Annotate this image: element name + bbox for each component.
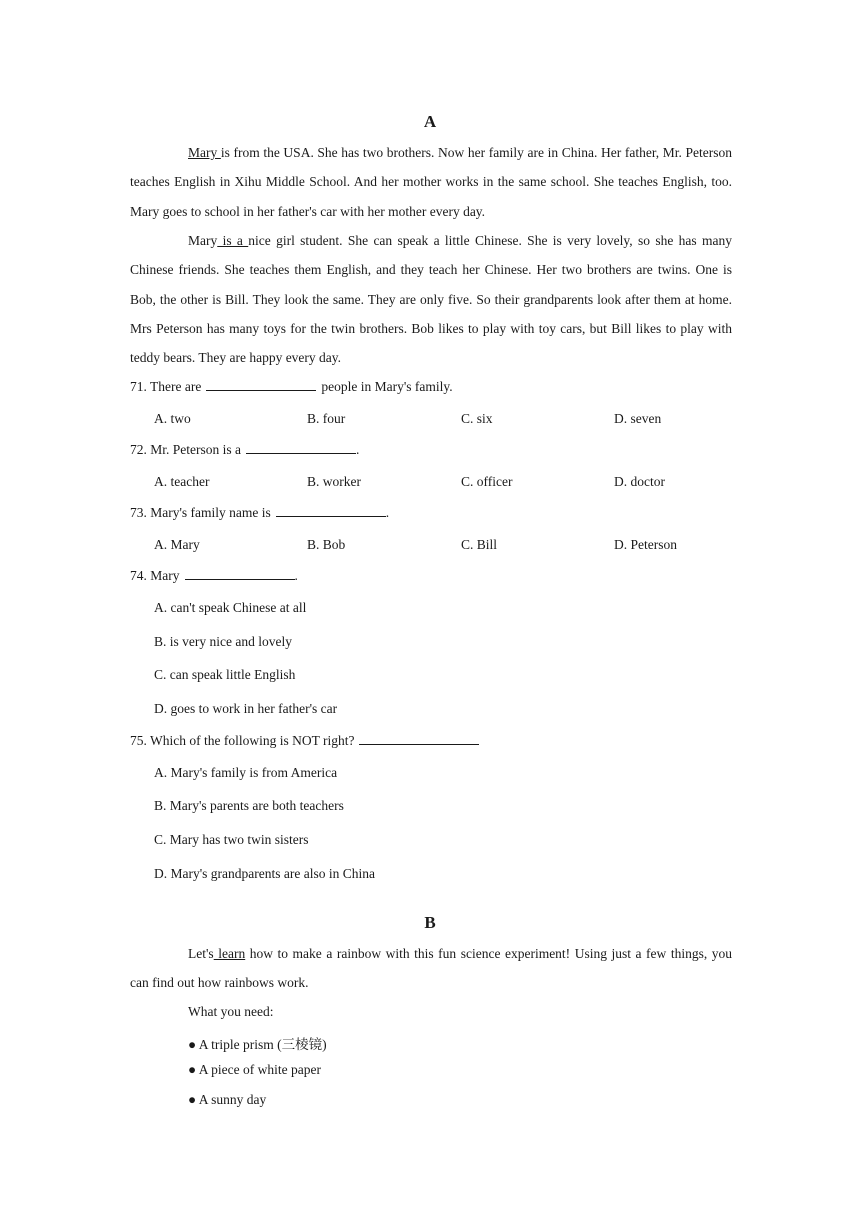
paragraph-text: how to make a rainbow with this fun science experiment! Using just a few things, you can find out how rainbows work. [130, 946, 732, 991]
option-b: B. is very nice and lovely [154, 634, 292, 649]
option-d: D. goes to work in her father's car [154, 701, 338, 716]
section-b-title: B [424, 913, 436, 932]
question-75 [130, 733, 484, 749]
question-text-end: . [356, 442, 360, 457]
paragraph-text: is from the USA. She has two brothers. Now her family are in China. Her father, Mr. Peterson teaches English in Xihu Middle School. And her mother works in the same school. She teaches English, too. Mary goes to school in her father's car with her mother every day. [130, 145, 732, 219]
option-d: D. Mary's grandparents are also in China [154, 866, 375, 881]
option-a: A. Mary's family is from America [154, 765, 338, 780]
question-74 [130, 568, 298, 584]
paragraph-text: nice girl student. She can speak a little Chinese. She is very lovely, so she has many Chinese friends. She teaches them English, and they teach her Chinese. Her two brothers are twins. One is Bob, the other is Bill. They look the same. They are only five. So their grandparents look after them at home. Mrs Peterson has many toys for the twin brothers. Bob likes to play with toy cars, but Bill likes to play with teddy bears. They are happy every day. [130, 233, 732, 366]
question-71-options [154, 411, 774, 431]
question-72 [130, 442, 359, 458]
list-item: ● A triple prism (三棱镜) [188, 1037, 327, 1052]
option-d: D. seven [614, 411, 662, 426]
question-text: 75. Which of the following is NOT right? [130, 733, 355, 748]
question-text-end: people in Mary's family. [321, 379, 453, 394]
option-c: C. Mary has two twin sisters [154, 832, 309, 847]
question-73-options [154, 537, 774, 557]
option-a: A. teacher [154, 474, 210, 489]
option-c: C. officer [461, 474, 513, 489]
answer-blank [359, 733, 479, 745]
section-a-paragraph-2 [130, 226, 732, 372]
section-a-title: A [423, 112, 437, 131]
section-a-paragraph-1 [130, 138, 732, 226]
option-b: B. Bob [307, 537, 346, 552]
question-text-end: . [294, 568, 298, 583]
paragraph-text: Let's [188, 946, 214, 961]
option-c: C. six [461, 411, 493, 426]
option-a: A. two [154, 411, 191, 426]
underlined-word: Mary [188, 145, 221, 160]
question-text: 72. Mr. Peterson is a [130, 442, 241, 457]
question-72-options [154, 474, 774, 494]
option-b: B. Mary's parents are both teachers [154, 798, 344, 813]
answer-blank [246, 442, 356, 454]
answer-blank [206, 379, 316, 391]
underlined-phrase: is a [217, 233, 249, 248]
paragraph-text: Mary [188, 233, 218, 248]
option-d: D. Peterson [614, 537, 677, 552]
question-text: 71. There are [130, 379, 202, 394]
option-a: A. can't speak Chinese at all [154, 600, 307, 615]
option-d: D. doctor [614, 474, 665, 489]
option-b: B. worker [307, 474, 361, 489]
question-text: 74. Mary [130, 568, 180, 583]
option-b: B. four [307, 411, 346, 426]
option-a: A. Mary [154, 537, 200, 552]
what-you-need-label: What you need: [188, 1004, 274, 1019]
answer-blank [185, 568, 295, 580]
option-c: C. Bill [461, 537, 498, 552]
option-c: C. can speak little English [154, 667, 296, 682]
section-b-paragraph-1 [130, 939, 732, 998]
underlined-word: learn [213, 946, 246, 961]
question-text: 73. Mary's family name is [130, 505, 271, 520]
question-text-end: . [385, 505, 390, 520]
list-item: ● A sunny day [188, 1092, 267, 1107]
answer-blank [276, 505, 386, 517]
question-73 [130, 505, 389, 521]
question-71 [130, 379, 453, 395]
list-item: ● A piece of white paper [188, 1062, 321, 1077]
